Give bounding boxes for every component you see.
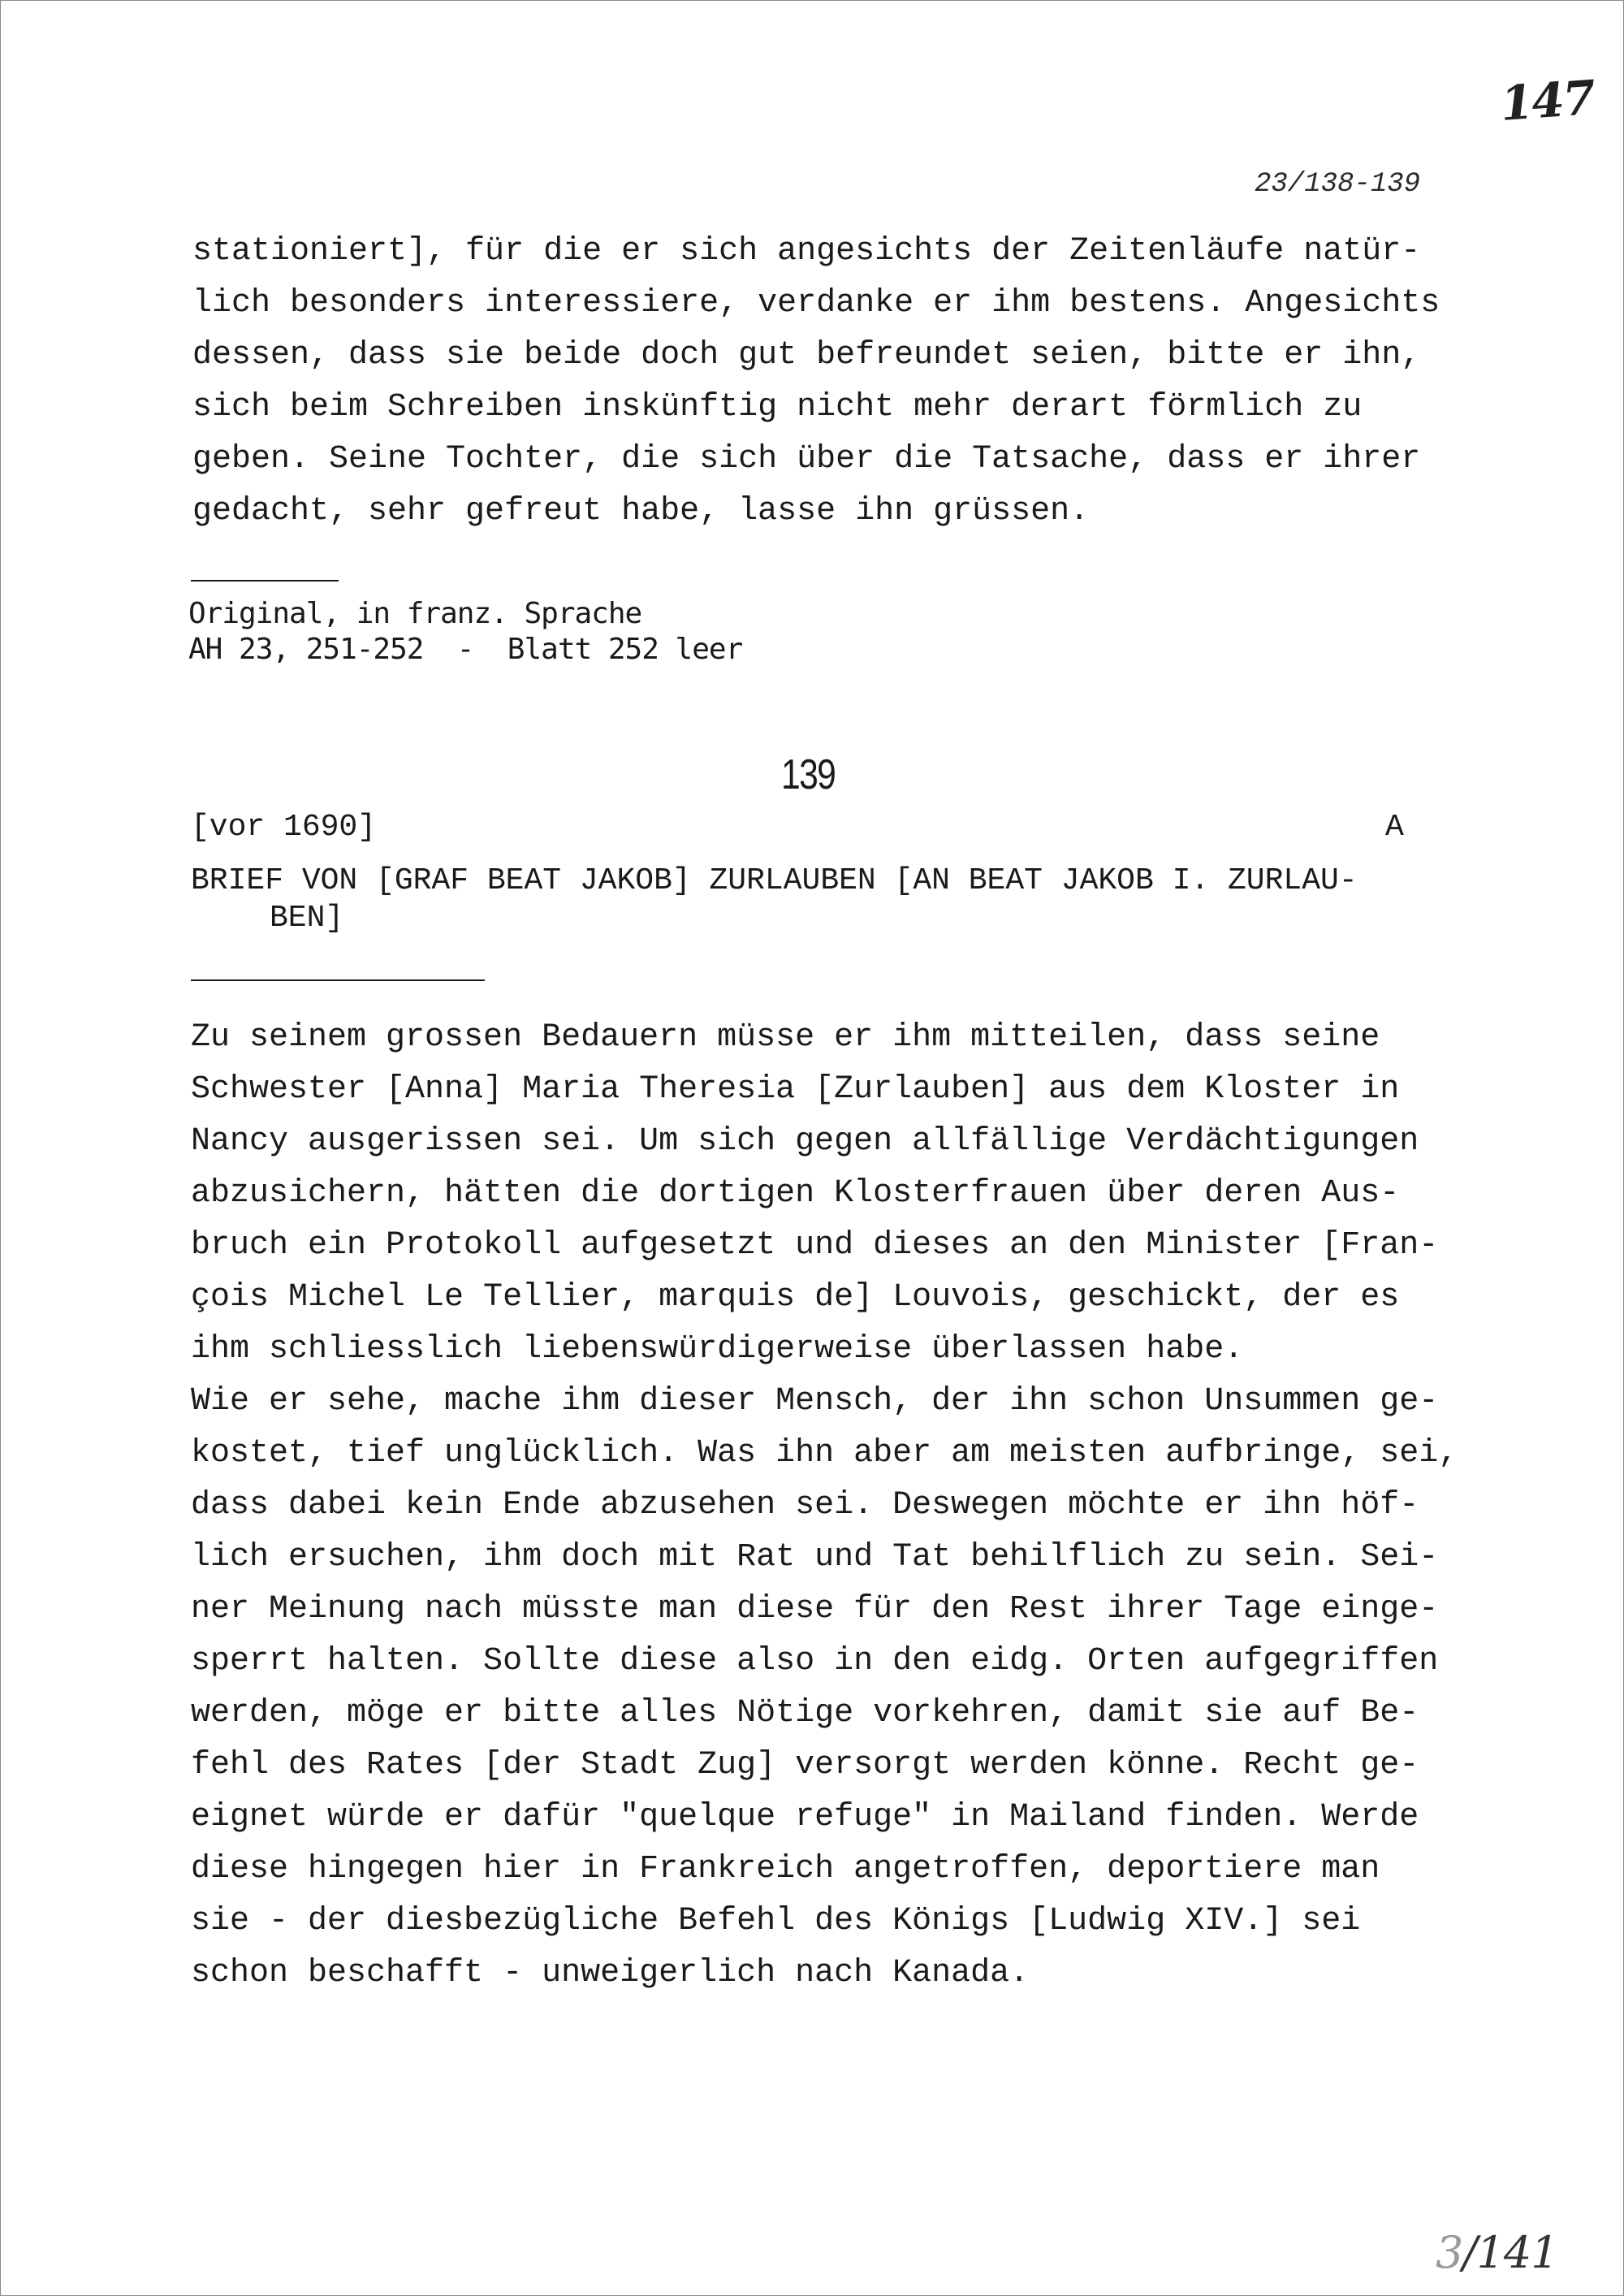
handwritten-archive-number: [1436, 2227, 1558, 2278]
text-line: sperrt halten. Sollte diese also in den eidg. Orten aufgegriffen: [191, 1643, 1439, 1680]
text-line: sich beim Schreiben inskünftig nicht mehr derart förmlich zu: [192, 389, 1363, 426]
reference-number: 23/138-139: [1255, 169, 1421, 200]
text-line: kostet, tief unglücklich. Was ihn aber am meisten aufbringe, sei,: [191, 1435, 1458, 1472]
text-line: dessen, dass sie beide doch gut befreundet seien, bitte er ihn,: [192, 337, 1421, 374]
separator-rule: [191, 580, 339, 582]
source-line: Original, in franz. Sprache: [188, 597, 642, 630]
text-line: schon beschafft - unweigerlich nach Kanada.: [191, 1955, 1030, 1991]
letter-title: [191, 863, 1358, 937]
text-line: lich besonders interessiere, verdanke er ihm bestens. Angesichts: [192, 285, 1440, 322]
text-line: lich ersuchen, ihm doch mit Rat und Tat behilflich zu sein. Sei-: [191, 1539, 1439, 1576]
text-line: ner Meinung nach müsste man diese für den Rest ihrer Tage einge-: [191, 1591, 1439, 1628]
text-line: geben. Seine Tochter, die sich über die Tatsache, dass er ihrer: [192, 441, 1421, 478]
text-line: çois Michel Le Tellier, marquis de] Louvois, geschickt, der es: [191, 1279, 1400, 1316]
letter-date: [vor 1690]: [191, 810, 377, 845]
previous-letter-text: [192, 226, 1440, 538]
text-line: Nancy ausgerissen sei. Um sich gegen allfällige Verdächtigungen: [191, 1123, 1419, 1160]
text-line: abzusichern, hätten die dortigen Klosterfrauen über deren Aus-: [191, 1175, 1400, 1212]
source-note: [188, 596, 742, 668]
text-line: bruch ein Protokoll aufgesetzt und dieses an den Minister [Fran-: [191, 1227, 1439, 1264]
text-line: Schwester [Anna] Maria Theresia [Zurlauben] aus dem Kloster in: [191, 1071, 1400, 1108]
title-line: BEN]: [270, 901, 344, 936]
text-line: eignet würde er dafür "quelque refuge" in Mailand finden. Werde: [191, 1799, 1419, 1836]
text-line: werden, möge er bitte alles Nötige vorkehren, damit sie auf Be-: [191, 1695, 1419, 1732]
text-line: dass dabei kein Ende abzusehen sei. Deswegen möchte er ihn höf-: [191, 1487, 1419, 1524]
source-line: AH 23, 251-252 - Blatt 252 leer: [188, 633, 743, 666]
text-line: fehl des Rates [der Stadt Zug] versorgt werden könne. Recht ge-: [191, 1747, 1419, 1784]
letter-number: 139: [781, 751, 836, 798]
text-line: diese hingegen hier in Frankreich angetroffen, deportiere man: [191, 1851, 1380, 1887]
text-line: stationiert], für die er sich angesichts der Zeitenläufe natür-: [192, 233, 1421, 270]
letter-code: A: [1385, 810, 1404, 845]
archive-number-text: /141: [1462, 2227, 1558, 2278]
handwritten-folio-number: 147: [1498, 70, 1596, 132]
title-line: BRIEF VON [GRAF BEAT JAKOB] ZURLAUBEN [AN BEAT JAKOB I. ZURLAU-: [191, 863, 1358, 898]
text-line: sie - der diesbezügliche Befehl des Königs [Ludwig XIV.] sei: [191, 1903, 1361, 1939]
text-line: ihm schliesslich liebenswürdigerweise überlassen habe.: [191, 1331, 1244, 1368]
separator-rule: [191, 979, 485, 981]
archive-number-faint: 3: [1436, 2227, 1463, 2278]
letter-summary-text: [191, 1012, 1458, 2000]
text-line: Wie er sehe, mache ihm dieser Mensch, der ihn schon Unsummen ge-: [191, 1383, 1439, 1420]
text-line: gedacht, sehr gefreut habe, lasse ihn grüssen.: [192, 493, 1090, 530]
text-line: Zu seinem grossen Bedauern müsse er ihm mitteilen, dass seine: [191, 1019, 1380, 1056]
